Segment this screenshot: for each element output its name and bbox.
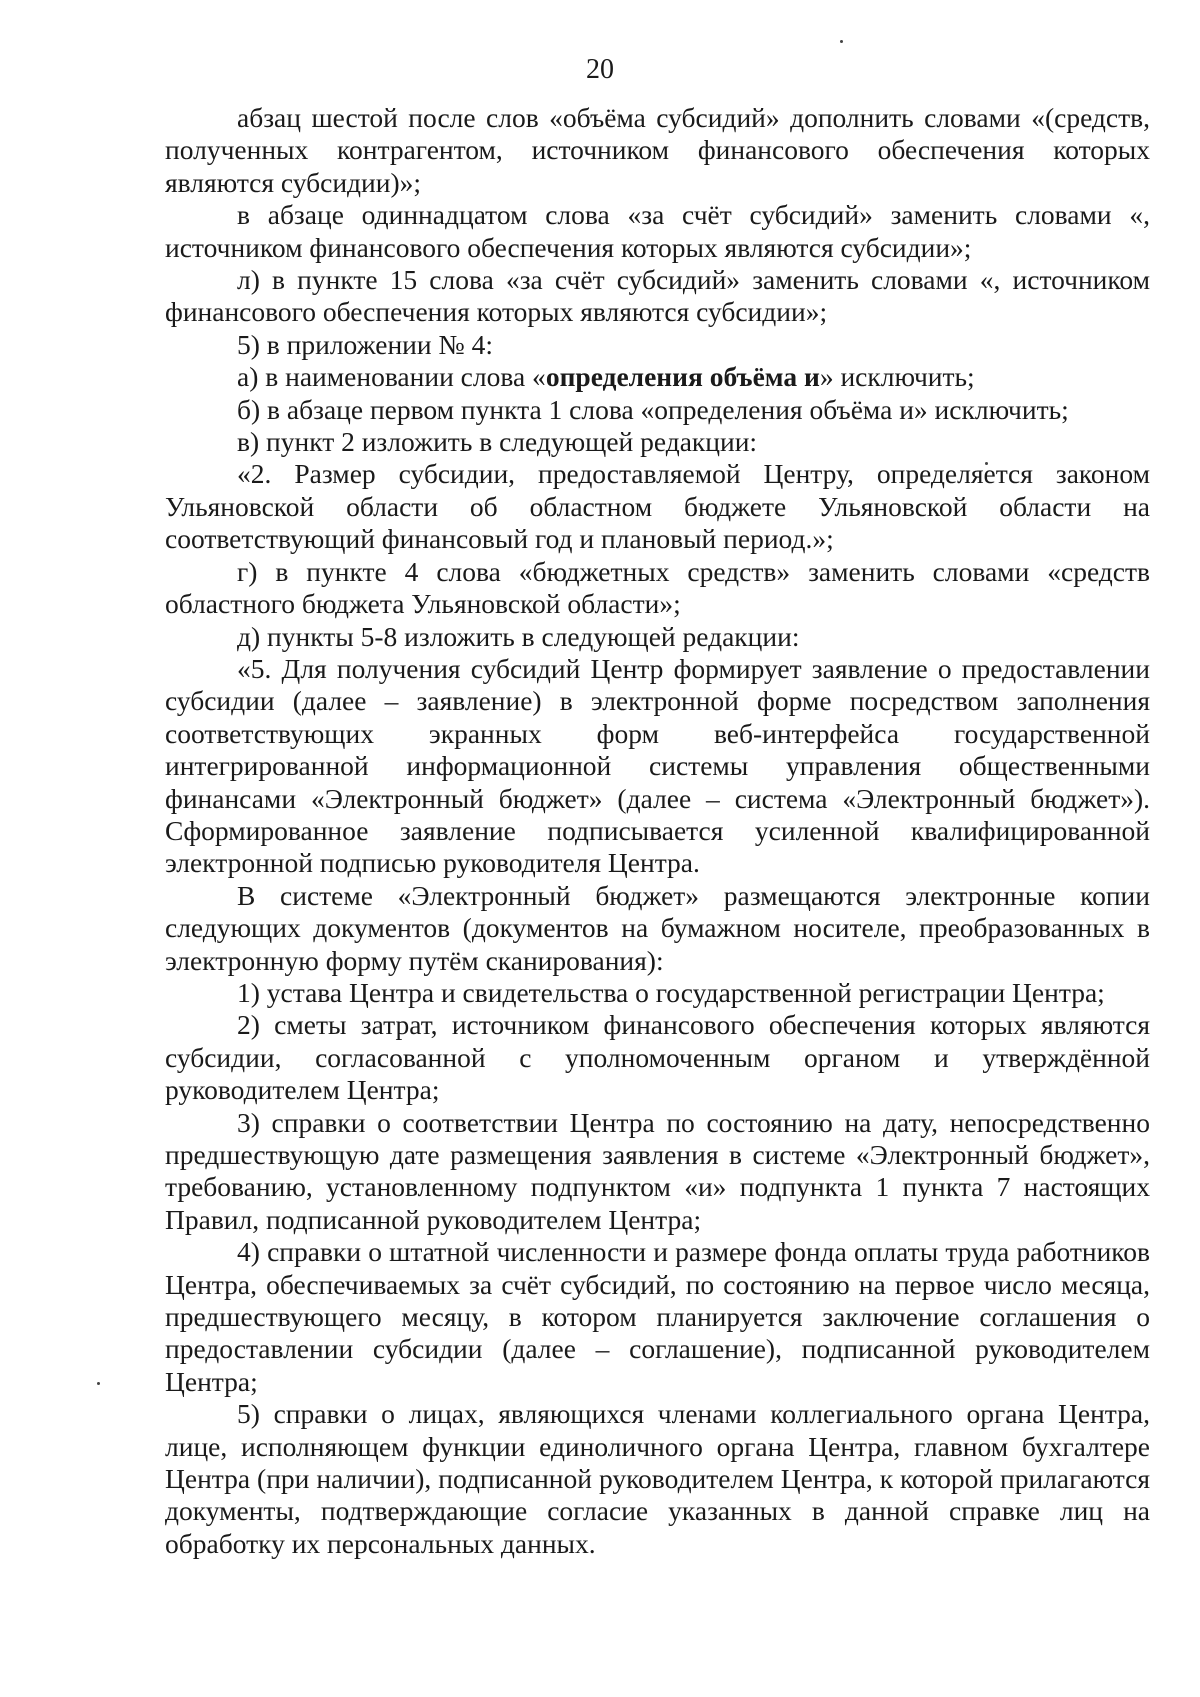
- paragraph: «5. Для получения субсидий Центр формирует заявление о предоставлении субсидии (далее – заявление) в электронной форме посредством заполнения соответствующих экранных форм веб-интерфейса государственной интегрированной информационной системы управления общественными финансами «Электронный бюджет» (далее – система «Электронный бюджет»). Сформированное заявление подписывается усиленной квалифицированной электронной подписью руководителя Центра.: [165, 652, 1150, 879]
- paragraph: 5) в приложении № 4:: [237, 328, 493, 360]
- scan-speck: [840, 40, 843, 43]
- paragraph: д) пункты 5-8 изложить в следующей редакции:: [237, 620, 800, 652]
- paragraph: 5) справки о лицах, являющихся членами коллегиального органа Центра, лице, исполняющем функции единоличного органа Центра, главном бухгалтере Центра (при наличии), подписанной руководителем Центра, к которой прилагаются документы, подтверждающие согласие указанных в данной справке лиц на обработку их персональных данных.: [165, 1398, 1150, 1559]
- paragraph-with-bold: [165, 361, 1150, 393]
- paragraph: В системе «Электронный бюджет» размещаются электронные копии следующих документов (документов на бумажном носителе, преобразованных в электронную форму путём сканирования):: [165, 879, 1150, 976]
- paragraph: г) в пункте 4 слова «бюджетных средств» заменить словами «средств областного бюджета Ульяновской области»;: [165, 555, 1150, 620]
- paragraph: 2) сметы затрат, источником финансового обеспечения которых являются субсидии, согласованной с уполномоченным органом и утверждённой руководителем Центра;: [165, 1009, 1150, 1106]
- bold-text-run: определения объёма и: [545, 361, 820, 393]
- paragraph: л) в пункте 15 слова «за счёт субсидий» заменить словами «, источником финансового обеспечения которых являются субсидии»;: [165, 264, 1150, 328]
- page-number: 20: [586, 54, 614, 85]
- text-run: » исключить;: [819, 361, 975, 393]
- paragraph: «2. Размер субсидии, предоставляемой Центру, определяется законом Ульяновской области об областном бюджете Ульяновской области на соответствующий финансовый год и плановый период.»;: [165, 458, 1150, 555]
- paragraph: 1) устава Центра и свидетельства о государственной регистрации Центра;: [237, 976, 1105, 1008]
- text-run: а) в наименовании слова «: [237, 361, 546, 393]
- paragraph: в) пункт 2 изложить в следующей редакции:: [237, 426, 758, 458]
- paragraph: 3) справки о соответствии Центра по состоянию на дату, непосредственно предшествующую дате размещения заявления в системе «Электронный бюджет», требованию, установленному подпунктом «и» подпункта 1 пункта 7 настоящих Правил, подписанной руководителем Центра;: [165, 1106, 1150, 1235]
- document-body: [165, 102, 1150, 1560]
- paragraph: 4) справки о штатной численности и размере фонда оплаты труда работников Центра, обеспечиваемых за счёт субсидий, по состоянию на первое число месяца, предшествующего месяцу, в котором планируется заключение соглашения о предоставлении субсидии (далее – соглашение), подписанной руководителем Центра;: [165, 1236, 1150, 1397]
- paragraph: абзац шестой после слов «объёма субсидий» дополнить словами «(средств, полученных контрагентом, источником финансового обеспечения которых являются субсидии)»;: [165, 102, 1150, 198]
- paragraph: б) в абзаце первом пункта 1 слова «определения объёма и» исключить;: [237, 393, 1069, 425]
- paragraph: в абзаце одиннадцатом слова «за счёт субсидий» заменить словами «, источником финансового обеспечения которых являются субсидии»;: [165, 199, 1150, 263]
- scan-speck: [97, 1382, 100, 1385]
